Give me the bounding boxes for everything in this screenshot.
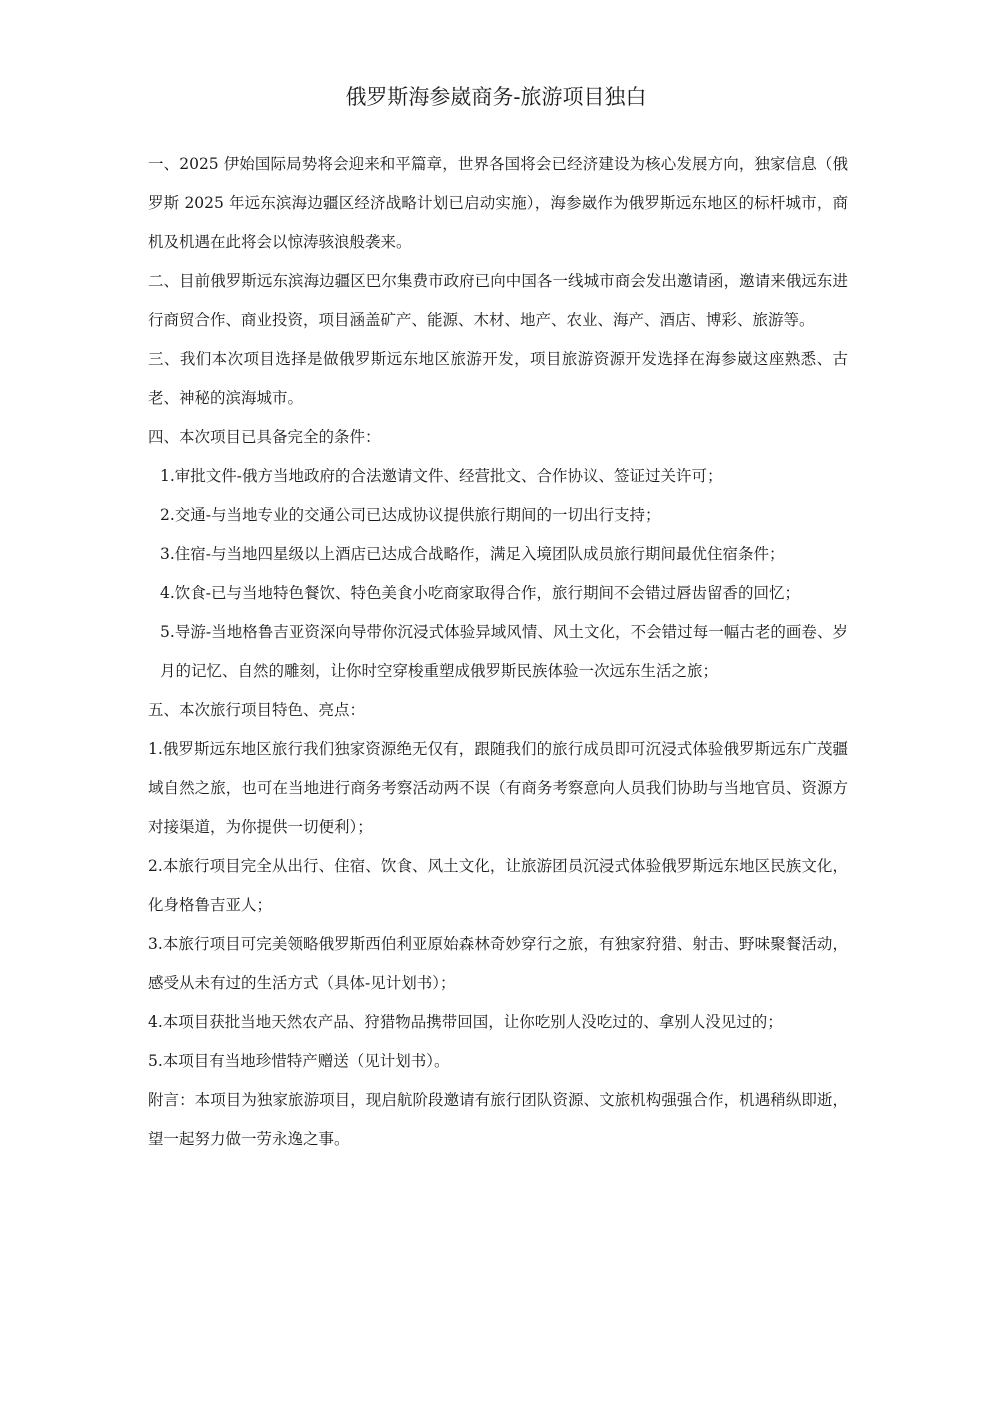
highlight-item: 4.本项目获批当地天然农产品、狩猎物品携带回国，让你吃别人没吃过的、拿别人没见过的；	[148, 1013, 783, 1031]
condition-item: 1.审批文件-俄方当地政府的合法邀请文件、经营批文、合作协议、签证过关许可；	[160, 467, 723, 485]
section-heading-conditions: 四、本次项目已具备完全的条件：	[148, 428, 381, 446]
condition-item: 4.饮食-已与当地特色餐饮、特色美食小吃商家取得合作，旅行期间不会错过唇齿留香的回忆；	[160, 584, 801, 602]
postscript-paragraph: 附言：本项目为独家旅游项目，现启航阶段邀请有旅行团队资源、文旅机构强强合作，机遇稍纵即逝，望一起努力做一劳永逸之事。	[148, 1091, 848, 1148]
section-heading-highlights: 五、本次旅行项目特色、亮点：	[148, 701, 366, 719]
paragraph-intro-2: 二、目前俄罗斯远东滨海边疆区巴尔集费市政府已向中国各一线城市商会发出邀请函，邀请来俄远东进行商贸合作、商业投资，项目涵盖矿产、能源、木材、地产、农业、海产、酒店、博彩、旅游等。	[148, 272, 848, 329]
highlight-item: 1.俄罗斯远东地区旅行我们独家资源绝无仅有，跟随我们的旅行成员即可沉浸式体验俄罗斯远东广茂疆域自然之旅，也可在当地进行商务考察活动两不误（有商务考察意向人员我们协助与当地官员、资源方对接渠道，为你提供一切便利）；	[148, 740, 848, 836]
highlight-item: 2.本旅行项目完全从出行、住宿、饮食、风土文化，让旅游团员沉浸式体验俄罗斯远东地区民族文化，化身格鲁吉亚人；	[148, 857, 848, 914]
document-title: 俄罗斯海参崴商务-旅游项目独白	[345, 85, 647, 109]
document-body	[148, 145, 848, 1159]
highlight-item: 5.本项目有当地珍惜特产赠送（见计划书）。	[148, 1052, 450, 1070]
condition-item: 2.交通-与当地专业的交通公司已达成协议提供旅行期间的一切出行支持；	[160, 506, 661, 524]
condition-item: 5.导游-当地格鲁吉亚资深向导带你沉浸式体验异域风情、风土文化，不会错过每一幅古老的画卷、岁月的记忆、自然的雕刻，让你时空穿梭重塑成俄罗斯民族体验一次远东生活之旅；	[160, 623, 848, 680]
paragraph-intro-3: 三、我们本次项目选择是做俄罗斯远东地区旅游开发，项目旅游资源开发选择在海参崴这座熟悉、古老、神秘的滨海城市。	[148, 350, 848, 407]
condition-item: 3.住宿-与当地四星级以上酒店已达成合战略作，满足入境团队成员旅行期间最优住宿条件；	[160, 545, 785, 563]
paragraph-intro-1: 一、2025 伊始国际局势将会迎来和平篇章，世界各国将会已经济建设为核心发展方向，独家信息（俄罗斯 2025 年远东滨海边疆区经济战略计划已启动实施），海参崴作为俄罗斯远东地区的标杆城市，商机及机遇在此将会以惊涛骇浪般袭来。	[148, 155, 848, 251]
highlight-item: 3.本旅行项目可完美领略俄罗斯西伯利亚原始森林奇妙穿行之旅，有独家狩猎、射击、野味聚餐活动，感受从未有过的生活方式（具体-见计划书）；	[148, 935, 848, 992]
